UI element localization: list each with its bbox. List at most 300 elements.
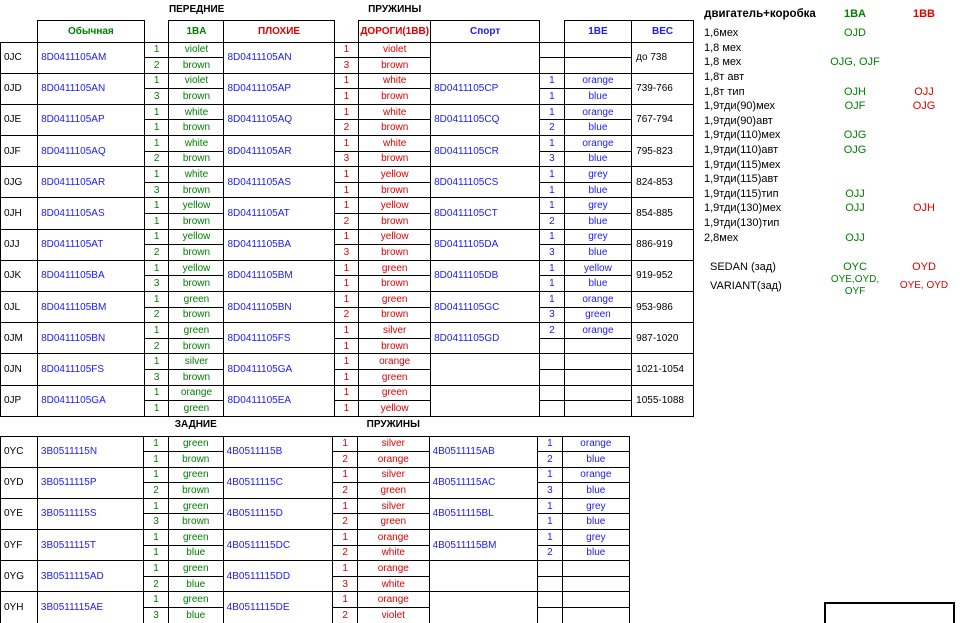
ordinary-part-code: 3B0511115S: [37, 498, 143, 529]
ordinary-color-1: green: [168, 530, 223, 546]
ordinary-count-2: 3: [144, 89, 169, 105]
sport-count-2: 2: [538, 545, 563, 561]
row-id: 0JK: [1, 260, 38, 291]
bad-roads-count-2: 2: [333, 483, 358, 499]
bad-roads-count-1: 1: [334, 354, 359, 370]
engine-row: [700, 201, 958, 216]
bad-roads-color-2: brown: [359, 245, 431, 261]
bad-roads-color-2: brown: [359, 338, 431, 354]
sport-count-1: 1: [538, 498, 563, 514]
bad-roads-count-2: 2: [334, 214, 359, 230]
engine-value-1ba: OJG: [843, 144, 867, 157]
sport-color-1: [564, 42, 631, 58]
bad-roads-color-1: silver: [357, 498, 429, 514]
front-title-left: ПЕРЕДНИЕ: [168, 4, 225, 16]
engine-value-1bb: [890, 172, 958, 187]
ordinary-part-code: 8D0411105BN: [38, 323, 145, 354]
row-id: 0JF: [1, 136, 38, 167]
bad-roads-count-1: 1: [333, 592, 358, 608]
sport-count-1: [538, 592, 563, 608]
sport-color-1: orange: [564, 104, 631, 120]
bad-roads-count-1: 1: [334, 229, 359, 245]
engine-value-1bb: [890, 187, 958, 202]
sport-color-1: grey: [564, 167, 631, 183]
engine-label: 1,8т авт: [704, 71, 745, 84]
sport-part-code: [431, 385, 540, 416]
sport-color-2: blue: [564, 214, 631, 230]
variant-label: VARIANT(зад): [710, 280, 782, 293]
sport-count-1: [538, 561, 563, 577]
sport-color-1: grey: [564, 229, 631, 245]
sport-count-2: 3: [540, 307, 565, 323]
bad-roads-count-1: 1: [334, 385, 359, 401]
table-row: [1, 467, 630, 483]
row-id: 0YE: [1, 498, 38, 529]
bad-roads-part-code: 4B0511115D: [223, 498, 333, 529]
engine-row: [700, 41, 958, 56]
ordinary-count-2: 3: [144, 514, 169, 530]
sport-count-1: 1: [540, 167, 565, 183]
ordinary-count-1: 1: [144, 42, 169, 58]
engine-label: 1,9тди(130)тип: [704, 217, 780, 230]
ordinary-part-code: 3B0511115T: [37, 530, 143, 561]
engine-value-1bb: [890, 55, 958, 70]
bad-roads-color-2: brown: [359, 151, 431, 167]
engine-row: [700, 55, 958, 70]
bad-roads-count-1: 1: [334, 73, 359, 89]
ordinary-count-2: 2: [144, 245, 169, 261]
sport-count-2: 1: [540, 276, 565, 292]
bad-roads-count-2: 2: [333, 452, 358, 468]
engine-label: 1,9тди(110)мех: [704, 129, 781, 142]
row-id: 0JG: [1, 167, 38, 198]
ordinary-count-1: 1: [144, 498, 169, 514]
row-id: 0JP: [1, 385, 38, 416]
sport-color-1: orange: [564, 136, 631, 152]
ordinary-count-2: 3: [144, 608, 169, 623]
bad-roads-color-1: orange: [357, 530, 429, 546]
ordinary-count-2: 3: [144, 369, 169, 385]
ordinary-color-1: silver: [169, 354, 224, 370]
variant-1bb: OYE, OYD: [899, 280, 949, 292]
ordinary-color-1: orange: [169, 385, 224, 401]
sport-count-1: 1: [540, 136, 565, 152]
variant-1ba: OYE,OYD, OYF: [830, 274, 880, 298]
ordinary-count-2: 2: [144, 576, 169, 592]
sport-count-2: 1: [540, 89, 565, 105]
row-id: 0JC: [1, 42, 38, 73]
bad-roads-color-1: orange: [359, 354, 431, 370]
sport-color-2: [564, 58, 631, 74]
bad-roads-color-1: yellow: [359, 198, 431, 214]
table-row: [1, 167, 694, 183]
header-bad: ПЛОХИЕ: [224, 20, 334, 42]
sport-count-2: [538, 576, 563, 592]
ordinary-color-1: green: [168, 498, 223, 514]
ordinary-part-code: 8D0411105AQ: [38, 136, 145, 167]
bad-roads-count-1: 1: [333, 436, 358, 452]
ordinary-color-1: violet: [169, 73, 224, 89]
ordinary-count-2: 1: [144, 401, 169, 417]
bad-roads-part-code: 8D0411105EA: [224, 385, 334, 416]
row-id: 0YG: [1, 561, 38, 592]
bad-roads-color-2: orange: [357, 452, 429, 468]
engine-panel-col-1bb: 1BB: [912, 8, 935, 20]
weight-range: 739-766: [632, 73, 694, 104]
ordinary-count-1: 1: [144, 530, 169, 546]
bad-roads-count-1: 1: [333, 467, 358, 483]
table-row: [1, 229, 694, 245]
engine-row: [700, 157, 958, 172]
sedan-label: SEDAN (зад): [710, 260, 776, 273]
header-roads-1bb: ДОРОГИ(1BB): [359, 20, 431, 42]
sport-part-code: 4B0511115AC: [429, 467, 538, 498]
engine-value-1bb: [890, 143, 958, 158]
ordinary-color-2: brown: [169, 276, 224, 292]
ordinary-part-code: 8D0411105AP: [38, 104, 145, 135]
bad-roads-color-2: brown: [359, 214, 431, 230]
sport-color-2: blue: [564, 120, 631, 136]
sport-color-2: blue: [562, 514, 629, 530]
engine-panel-title: двигатель+коробка: [704, 8, 816, 20]
bad-roads-part-code: 4B0511115DD: [223, 561, 333, 592]
engine-label: 1,9тди(115)тип: [704, 187, 779, 200]
engine-label: 1,8 мех: [704, 41, 742, 54]
engine-value-1bb: [890, 114, 958, 129]
ordinary-color-1: green: [169, 292, 224, 308]
sport-color-1: orange: [564, 323, 631, 339]
bad-roads-count-2: 2: [333, 514, 358, 530]
engine-row: [700, 84, 958, 99]
bad-roads-part-code: 8D0411105GA: [224, 354, 334, 385]
ordinary-count-2: 1: [144, 452, 169, 468]
front-header-row: [1, 20, 694, 42]
sedan-1bb: OYD: [912, 260, 936, 273]
engine-panel-col-1ba: 1BA: [843, 8, 866, 20]
table-row: [1, 323, 694, 339]
bad-roads-part-code: 8D0411105AQ: [224, 104, 334, 135]
engine-value-1ba: OJJ: [845, 202, 865, 215]
row-id: 0JJ: [1, 229, 38, 260]
engine-row: [700, 99, 958, 114]
engine-spacer: [700, 245, 958, 260]
sport-part-code: [429, 561, 538, 592]
bad-roads-color-2: brown: [359, 276, 431, 292]
ordinary-color-2: brown: [168, 483, 223, 499]
ordinary-part-code: 8D0411105FS: [38, 354, 145, 385]
row-id: 0YF: [1, 530, 38, 561]
bad-roads-count-1: 1: [334, 292, 359, 308]
engine-row: [700, 128, 958, 143]
weight-range: 987-1020: [632, 323, 694, 354]
sport-color-2: blue: [564, 89, 631, 105]
engine-row: [700, 216, 958, 231]
engine-panel-header: [700, 2, 958, 26]
bad-roads-count-2: 1: [334, 89, 359, 105]
weight-range: до 738: [632, 42, 694, 73]
bad-roads-count-1: 1: [334, 167, 359, 183]
table-row: [1, 592, 630, 608]
engine-row: [700, 172, 958, 187]
bad-roads-part-code: 8D0411105BA: [224, 229, 334, 260]
ordinary-color-2: blue: [168, 576, 223, 592]
sport-color-2: blue: [564, 182, 631, 198]
bad-roads-count-1: 1: [334, 260, 359, 276]
ordinary-color-2: brown: [169, 182, 224, 198]
bad-roads-part-code: 4B0511115C: [223, 467, 333, 498]
ordinary-color-1: white: [169, 167, 224, 183]
weight-range: 795-823: [632, 136, 694, 167]
bad-roads-color-2: violet: [357, 608, 429, 623]
table-row: [1, 436, 630, 452]
bad-roads-color-1: yellow: [359, 229, 431, 245]
engine-value-1bb: OJH: [913, 202, 935, 215]
engine-row: [700, 143, 958, 158]
ordinary-count-1: 1: [144, 136, 169, 152]
engine-value-1ba: [820, 114, 890, 129]
variant-row: [700, 274, 958, 298]
weight-range: 1021-1054: [632, 354, 694, 385]
bad-roads-count-2: 3: [334, 58, 359, 74]
table-row: [1, 260, 694, 276]
rear-title-left: ЗАДНИЕ: [174, 419, 217, 431]
sport-part-code: 4B0511115BL: [429, 498, 538, 529]
engine-label: 1,9тди(115)мех: [704, 158, 781, 171]
ordinary-color-2: brown: [169, 245, 224, 261]
engine-value-1bb: [890, 128, 958, 143]
bad-roads-part-code: 4B0511115DC: [223, 530, 333, 561]
bad-roads-color-2: white: [357, 545, 429, 561]
bad-roads-color-2: brown: [359, 307, 431, 323]
bad-roads-part-code: 8D0411105AS: [224, 167, 334, 198]
sport-part-code: 8D0411105GC: [431, 292, 540, 323]
table-row: [1, 561, 630, 577]
sport-count-2: [540, 338, 565, 354]
engine-row: [700, 187, 958, 202]
bad-roads-color-1: silver: [357, 467, 429, 483]
bad-roads-count-2: 1: [334, 276, 359, 292]
ordinary-part-code: 3B0511115AE: [37, 592, 143, 623]
bad-roads-part-code: 8D0411105BN: [224, 292, 334, 323]
ordinary-count-2: 1: [144, 545, 169, 561]
sport-count-1: 1: [540, 104, 565, 120]
engine-value-1ba: OJJ: [845, 231, 865, 244]
engine-label: 1,8 мех: [704, 56, 742, 69]
ordinary-color-1: yellow: [169, 260, 224, 276]
row-id: 0JL: [1, 292, 38, 323]
bad-roads-count-1: 1: [334, 42, 359, 58]
sport-color-2: [564, 369, 631, 385]
sport-part-code: [429, 592, 538, 623]
ordinary-count-1: 1: [144, 292, 169, 308]
row-id: 0YC: [1, 436, 38, 467]
bad-roads-color-1: white: [359, 136, 431, 152]
sport-count-2: 2: [540, 120, 565, 136]
ordinary-color-2: brown: [168, 514, 223, 530]
engine-value-1ba: OJF: [844, 100, 866, 113]
bad-roads-color-2: brown: [359, 182, 431, 198]
ordinary-part-code: 8D0411105BM: [38, 292, 145, 323]
sport-count-2: [540, 58, 565, 74]
ordinary-color-2: brown: [169, 151, 224, 167]
ordinary-count-2: 2: [144, 151, 169, 167]
bad-roads-color-1: white: [359, 104, 431, 120]
bad-roads-color-1: green: [359, 260, 431, 276]
sport-color-1: [564, 354, 631, 370]
ordinary-color-2: brown: [168, 452, 223, 468]
row-id: 0JN: [1, 354, 38, 385]
engine-row: [700, 114, 958, 129]
ordinary-count-1: 1: [144, 436, 169, 452]
ordinary-count-1: 1: [144, 385, 169, 401]
bad-roads-part-code: 8D0411105AR: [224, 136, 334, 167]
engine-label: 1,9тди(115)авт: [704, 173, 779, 186]
ordinary-count-2: 2: [144, 307, 169, 323]
sedan-row: [700, 260, 958, 275]
ordinary-count-1: 1: [144, 73, 169, 89]
sport-part-code: 8D0411105GD: [431, 323, 540, 354]
ordinary-part-code: 3B0511115N: [37, 436, 143, 467]
engine-value-1ba: OJG, OJF: [830, 56, 880, 69]
front-title-row: [1, 0, 694, 20]
engine-row: [700, 230, 958, 245]
ordinary-part-code: 8D0411105AN: [38, 73, 145, 104]
ordinary-part-code: 8D0411105AM: [38, 42, 145, 73]
sport-part-code: 4B0511115BM: [429, 530, 538, 561]
sport-count-1: 1: [538, 467, 563, 483]
weight-range: 1055-1088: [632, 385, 694, 416]
engine-value-1ba: OJD: [844, 27, 866, 40]
ordinary-part-code: 8D0411105AR: [38, 167, 145, 198]
sedan-1ba: OYC: [843, 260, 867, 273]
sport-count-1: [540, 354, 565, 370]
sport-color-1: orange: [562, 436, 629, 452]
row-id: 0JE: [1, 104, 38, 135]
engine-label: 1,9тди(90)мех: [704, 100, 776, 113]
engine-value-1ba: [820, 172, 890, 187]
bad-roads-count-1: 1: [334, 198, 359, 214]
table-row: [1, 136, 694, 152]
table-row: [1, 530, 630, 546]
bad-roads-count-2: 2: [334, 120, 359, 136]
ordinary-color-2: blue: [168, 545, 223, 561]
sport-part-code: [431, 354, 540, 385]
ordinary-color-1: green: [168, 561, 223, 577]
bad-roads-color-1: green: [359, 292, 431, 308]
sport-part-code: 8D0411105CR: [431, 136, 540, 167]
engine-row: [700, 70, 958, 85]
sport-count-2: [540, 369, 565, 385]
sport-color-1: [564, 385, 631, 401]
bad-roads-color-1: silver: [357, 436, 429, 452]
sport-part-code: 8D0411105DB: [431, 260, 540, 291]
sport-count-1: 1: [540, 260, 565, 276]
sport-color-1: [562, 561, 629, 577]
sport-count-2: 1: [538, 514, 563, 530]
ordinary-count-1: 1: [144, 167, 169, 183]
table-row: [1, 292, 694, 308]
engine-row: [700, 26, 958, 41]
engine-gearbox-panel: [700, 2, 958, 298]
bad-roads-count-2: 2: [334, 307, 359, 323]
ordinary-count-1: 1: [144, 354, 169, 370]
sport-count-2: 3: [538, 483, 563, 499]
ordinary-color-1: yellow: [169, 229, 224, 245]
table-row: [1, 354, 694, 370]
row-id: 0JM: [1, 323, 38, 354]
sport-color-1: yellow: [564, 260, 631, 276]
ordinary-color-1: white: [169, 104, 224, 120]
ordinary-part-code: 8D0411105BA: [38, 260, 145, 291]
sport-count-2: 2: [538, 452, 563, 468]
ordinary-count-1: 1: [144, 198, 169, 214]
bad-roads-count-2: 3: [333, 576, 358, 592]
bad-roads-color-2: brown: [359, 120, 431, 136]
engine-value-1bb: OJG: [912, 100, 936, 113]
engine-value-1bb: [890, 70, 958, 85]
sport-color-2: [562, 608, 629, 623]
sport-part-code: 8D0411105CQ: [431, 104, 540, 135]
header-sport: Спорт: [431, 20, 540, 42]
bad-roads-count-1: 1: [334, 104, 359, 120]
table-row: [1, 42, 694, 58]
sport-color-2: blue: [562, 545, 629, 561]
table-row: [1, 73, 694, 89]
ordinary-count-2: 1: [144, 214, 169, 230]
sport-color-1: grey: [562, 498, 629, 514]
rear-title-right: ПРУЖИНЫ: [366, 419, 420, 431]
engine-value-1ba: [820, 70, 890, 85]
ordinary-color-2: brown: [169, 369, 224, 385]
ordinary-color-2: brown: [169, 214, 224, 230]
engine-label: 1,6мех: [704, 27, 739, 40]
table-row: [1, 498, 630, 514]
sport-color-2: blue: [564, 245, 631, 261]
bad-roads-color-1: white: [359, 73, 431, 89]
weight-range: 919-952: [632, 260, 694, 291]
header-1ba: 1BA: [169, 20, 224, 42]
sport-color-1: grey: [564, 198, 631, 214]
bad-roads-part-code: 8D0411105FS: [224, 323, 334, 354]
ordinary-count-1: 1: [144, 229, 169, 245]
bad-roads-count-1: 1: [333, 530, 358, 546]
table-row: [1, 385, 694, 401]
sport-color-1: orange: [564, 73, 631, 89]
sport-color-2: [562, 576, 629, 592]
sport-color-2: blue: [562, 452, 629, 468]
table-row: [1, 198, 694, 214]
table-row: [1, 104, 694, 120]
bad-roads-color-1: orange: [357, 592, 429, 608]
ordinary-part-code: 3B0511115P: [37, 467, 143, 498]
bad-roads-color-2: brown: [359, 58, 431, 74]
bad-roads-count-2: 2: [333, 545, 358, 561]
engine-label: 1,9тди(90)авт: [704, 114, 773, 127]
header-weight: ВЕС: [632, 20, 694, 42]
row-id: 0JH: [1, 198, 38, 229]
engine-value-1ba: OJG: [843, 129, 867, 142]
bad-roads-color-1: violet: [359, 42, 431, 58]
sport-count-2: [538, 608, 563, 623]
sport-part-code: 8D0411105CT: [431, 198, 540, 229]
bad-roads-part-code: 4B0511115B: [223, 436, 333, 467]
engine-value-1ba: [820, 41, 890, 56]
sport-count-1: 2: [540, 323, 565, 339]
bad-roads-count-2: 1: [334, 369, 359, 385]
engine-value-1bb: [890, 230, 958, 245]
ordinary-color-1: yellow: [169, 198, 224, 214]
bad-roads-color-2: brown: [359, 89, 431, 105]
